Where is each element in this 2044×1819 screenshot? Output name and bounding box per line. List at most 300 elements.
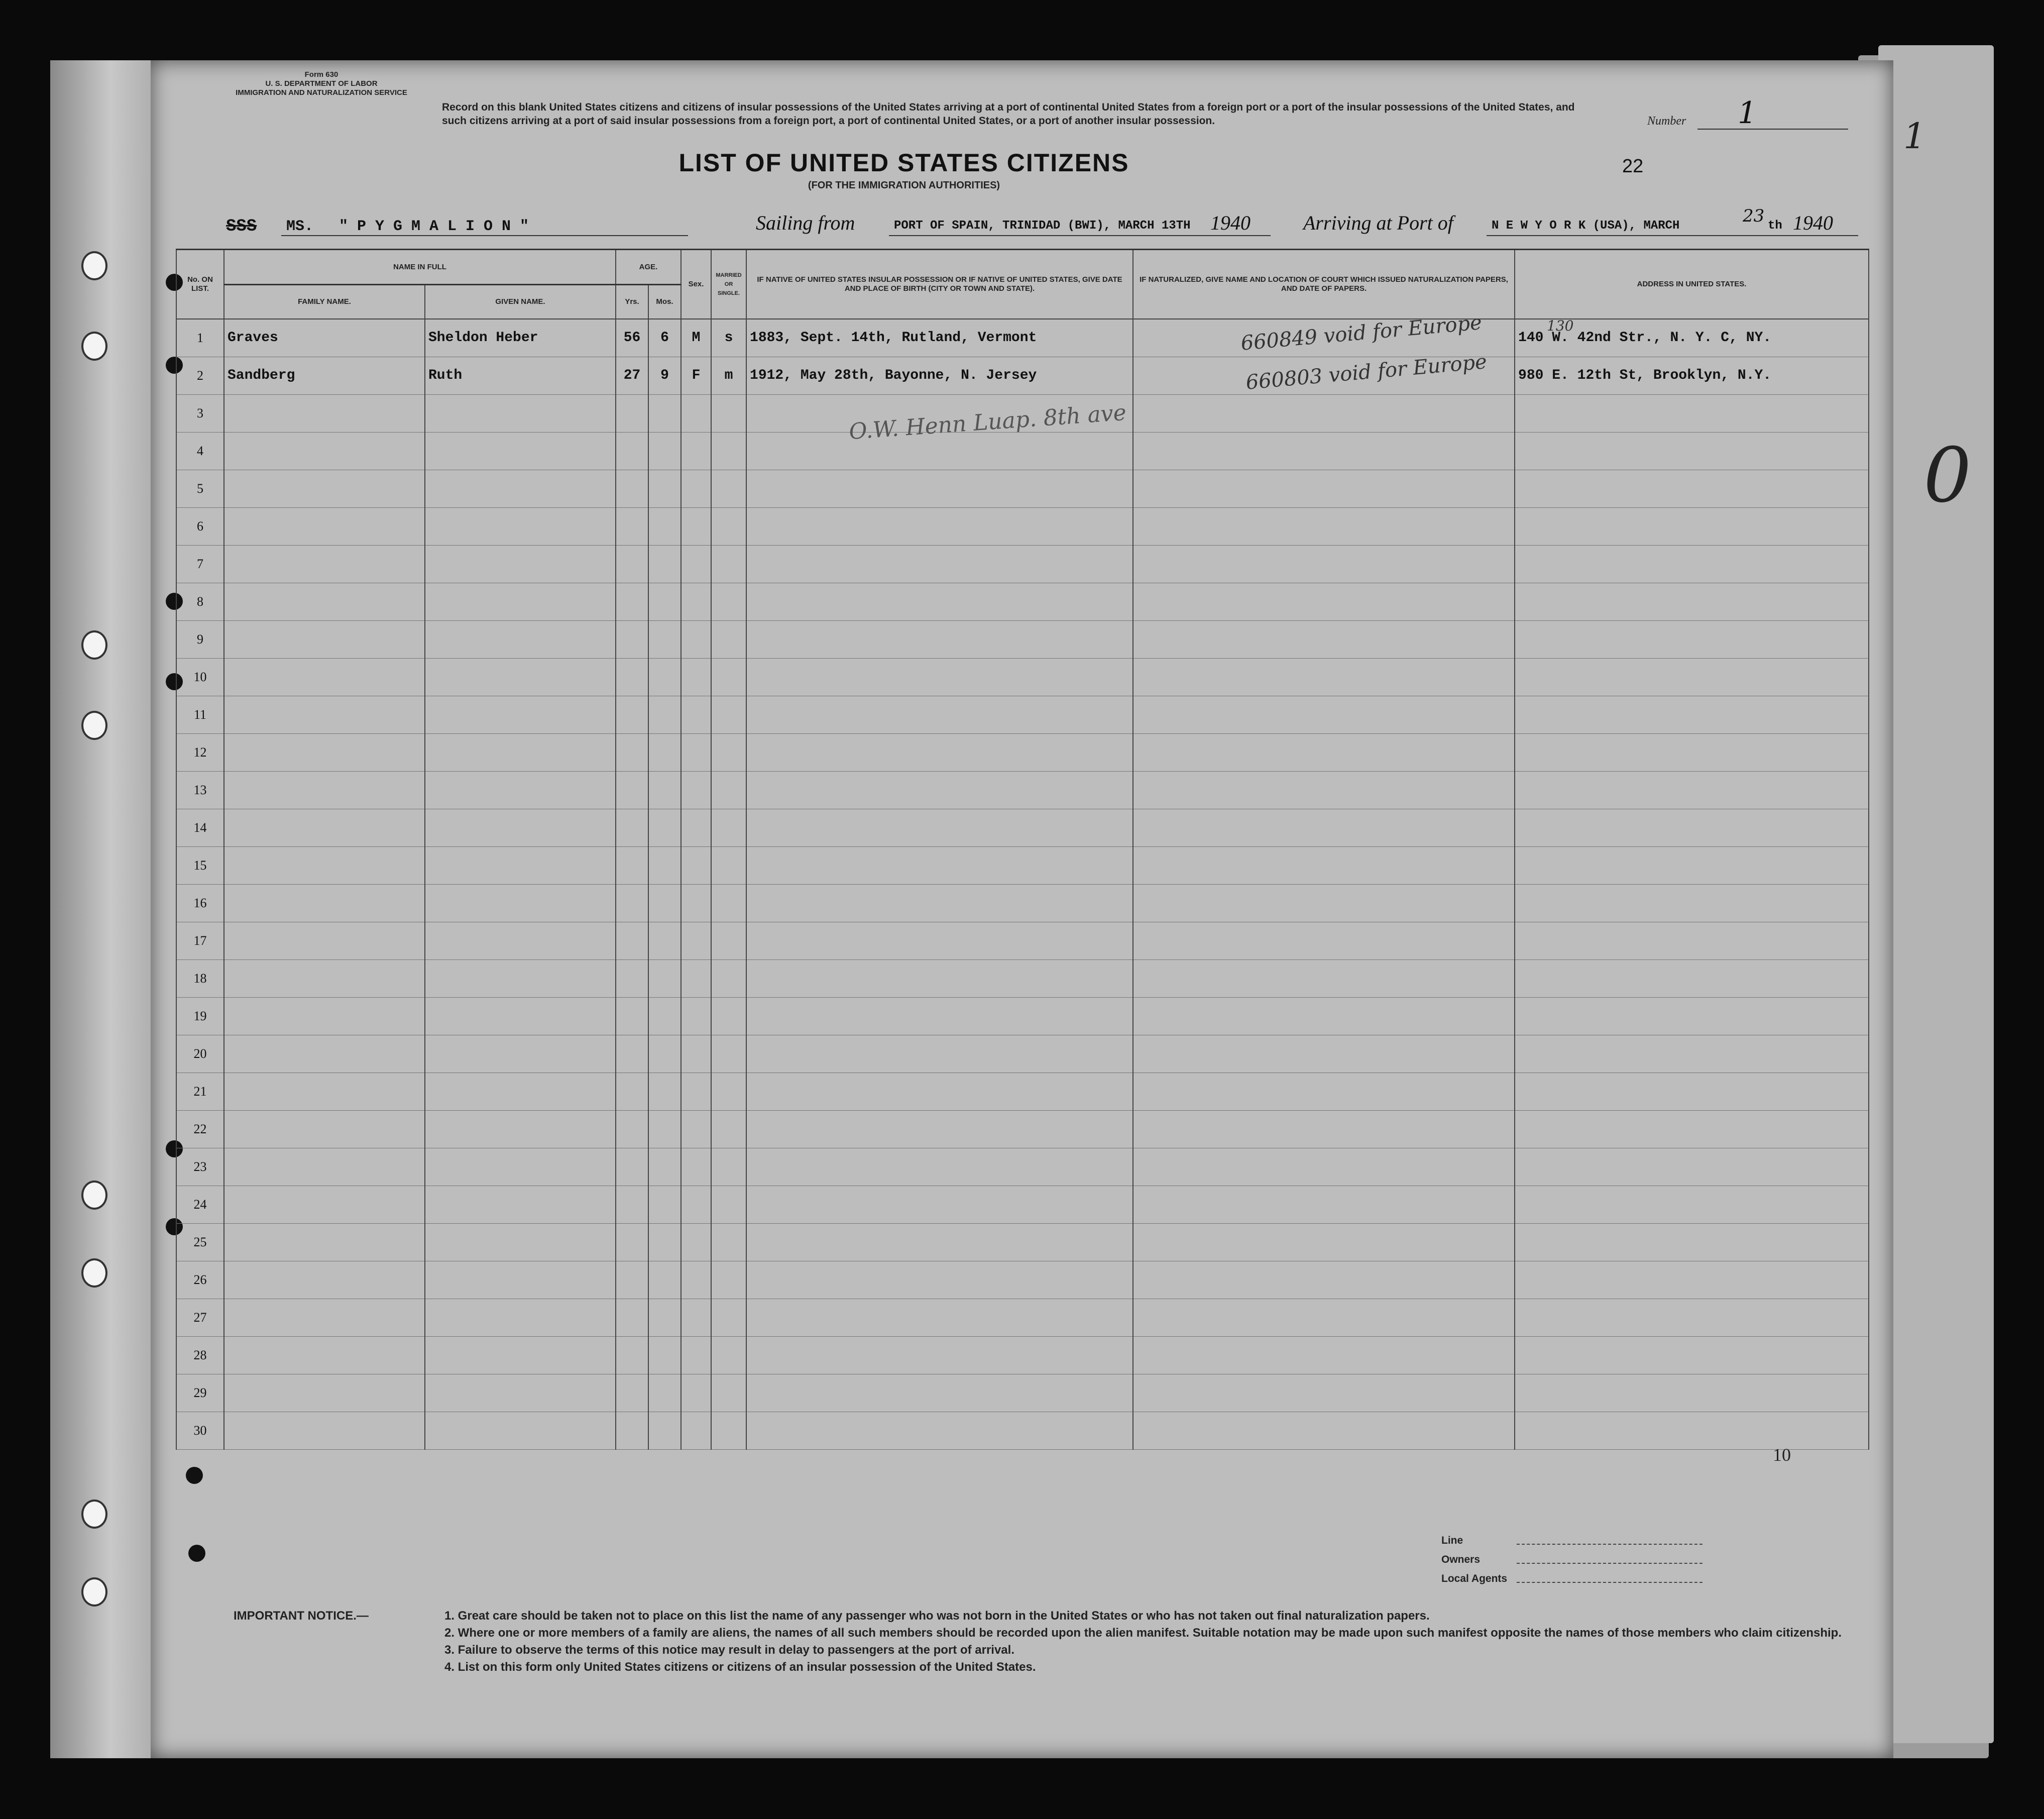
cell-ms [711, 1073, 746, 1110]
nat-note-2: 660803 void for Europe [1244, 350, 1488, 394]
cell-birth [746, 1148, 1133, 1186]
cell-nat [1133, 997, 1515, 1035]
cell-sex [681, 432, 711, 470]
cell-address [1515, 583, 1869, 620]
cell-family [224, 1261, 425, 1299]
cell-ms [711, 1223, 746, 1261]
struck-prefix: SSS [226, 217, 257, 236]
col-given: GIVEN NAME. [425, 285, 616, 319]
cell-family [224, 1412, 425, 1449]
cell-address [1515, 1223, 1869, 1261]
cell-sex [681, 1299, 711, 1336]
col-sex: Sex. [681, 250, 711, 319]
cell-address [1515, 1110, 1869, 1148]
binder-hole [81, 1577, 107, 1607]
nat-note-1: 660849 void for Europe [1239, 311, 1483, 355]
table-row [176, 620, 1869, 658]
cell-yrs [616, 1261, 648, 1299]
table-row [176, 658, 1869, 696]
cell-yrs [616, 394, 648, 432]
cell-no: 11 [176, 696, 224, 733]
cell-birth [746, 1073, 1133, 1110]
cell-nat [1133, 1374, 1515, 1412]
table-row [176, 1223, 1869, 1261]
cell-birth [746, 846, 1133, 884]
table-row [176, 1336, 1869, 1374]
cell-yrs [616, 432, 648, 470]
cell-nat [1133, 1186, 1515, 1223]
table-row [176, 733, 1869, 771]
cell-mos [648, 846, 681, 884]
cell-no: 26 [176, 1261, 224, 1299]
cell-no: 8 [176, 583, 224, 620]
cell-given [425, 997, 616, 1035]
table-row [176, 959, 1869, 997]
cell-birth [746, 1110, 1133, 1148]
cell-sex: F [681, 357, 711, 394]
cell-address [1515, 1299, 1869, 1336]
table-row [176, 319, 1869, 357]
col-naturalized: IF NATURALIZED, GIVE NAME AND LOCATION OF COURT WHICH ISSUED NATURALIZATION PAPERS, AND DATE OF PAPERS. [1133, 250, 1515, 319]
cell-sex [681, 1035, 711, 1073]
cell-family [224, 1186, 425, 1223]
cell-yrs [616, 733, 648, 771]
cell-address [1515, 922, 1869, 959]
cell-yrs [616, 620, 648, 658]
cell-yrs [616, 959, 648, 997]
cell-sex [681, 470, 711, 507]
cell-family [224, 997, 425, 1035]
agents-label: Local Agents [1441, 1573, 1508, 1584]
cell-family [224, 696, 425, 733]
cell-family [224, 1035, 425, 1073]
cell-address [1515, 1186, 1869, 1223]
cell-family [224, 394, 425, 432]
cell-address [1515, 507, 1869, 545]
cell-sex [681, 846, 711, 884]
cell-no: 12 [176, 733, 224, 771]
cell-given [425, 809, 616, 846]
cell-address [1515, 432, 1869, 470]
cell-mos [648, 696, 681, 733]
cell-mos [648, 733, 681, 771]
cell-yrs [616, 696, 648, 733]
cell-yrs [616, 884, 648, 922]
cell-no: 17 [176, 922, 224, 959]
table-row [176, 997, 1869, 1035]
cell-given [425, 696, 616, 733]
col-yrs: Yrs. [616, 285, 648, 319]
cell-yrs [616, 1148, 648, 1186]
cell-family [224, 1299, 425, 1336]
cell-family [224, 922, 425, 959]
cell-family [224, 1374, 425, 1412]
cell-birth [746, 470, 1133, 507]
cell-mos [648, 884, 681, 922]
cell-ms [711, 1186, 746, 1223]
cell-mos [648, 394, 681, 432]
cell-address [1515, 696, 1869, 733]
cell-given [425, 507, 616, 545]
cell-yrs [616, 846, 648, 884]
agents-blank [1517, 1582, 1702, 1583]
cell-nat [1133, 658, 1515, 696]
cell-no: 25 [176, 1223, 224, 1261]
col-family: FAMILY NAME. [224, 285, 425, 319]
cell-given [425, 658, 616, 696]
cell-sex [681, 1110, 711, 1148]
cell-yrs [616, 507, 648, 545]
sailing-from: PORT OF SPAIN, TRINIDAD (BWI), MARCH 13TH [894, 219, 1191, 233]
cell-mos [648, 583, 681, 620]
cell-family [224, 1073, 425, 1110]
row3-note: O.W. Henn Luap. 8th ave [848, 399, 1127, 445]
cell-sex [681, 959, 711, 997]
cell-mos [648, 1186, 681, 1223]
cell-mos [648, 959, 681, 997]
cell-nat [1133, 470, 1515, 507]
cell-no: 13 [176, 771, 224, 809]
cell-birth [746, 1374, 1133, 1412]
owners-label: Owners [1441, 1554, 1481, 1565]
col-mos: Mos. [648, 285, 681, 319]
cell-mos: 9 [648, 357, 681, 394]
cell-mos [648, 658, 681, 696]
cell-given [425, 432, 616, 470]
cell-birth [746, 809, 1133, 846]
table-row [176, 507, 1869, 545]
cell-address [1515, 1035, 1869, 1073]
cell-ms [711, 733, 746, 771]
cell-given [425, 1412, 616, 1449]
cell-no: 24 [176, 1186, 224, 1223]
page-subtitle: (FOR THE IMMIGRATION AUTHORITIES) [808, 180, 1000, 191]
cell-address [1515, 884, 1869, 922]
cell-birth [746, 545, 1133, 583]
line-label: Line [1441, 1535, 1463, 1546]
cell-sex [681, 1073, 711, 1110]
cell-nat [1133, 1261, 1515, 1299]
cell-birth: 1912, May 28th, Bayonne, N. Jersey [746, 357, 1133, 394]
cell-given [425, 394, 616, 432]
cell-mos [648, 771, 681, 809]
cell-address [1515, 997, 1869, 1035]
vessel-name: " P Y G M A L I O N " [339, 218, 529, 235]
cell-sex [681, 1412, 711, 1449]
table-row [176, 470, 1869, 507]
cell-mos [648, 1374, 681, 1412]
sheet-serial: 22 [1622, 156, 1644, 177]
cell-given [425, 1186, 616, 1223]
cell-birth [746, 1412, 1133, 1449]
cell-birth [746, 507, 1133, 545]
cell-yrs [616, 997, 648, 1035]
cell-family [224, 658, 425, 696]
cell-nat [1133, 809, 1515, 846]
cell-yrs [616, 771, 648, 809]
punch-hole [188, 1545, 205, 1562]
cell-nat [1133, 959, 1515, 997]
sailing-underline [889, 235, 1271, 236]
cell-nat [1133, 884, 1515, 922]
cell-ms [711, 884, 746, 922]
cell-mos [648, 620, 681, 658]
cell-sex [681, 658, 711, 696]
corner-count: 10 [1773, 1445, 1791, 1465]
cell-ms [711, 545, 746, 583]
cell-family: Graves [224, 319, 425, 357]
cell-mos [648, 922, 681, 959]
cell-no: 23 [176, 1148, 224, 1186]
cell-sex [681, 620, 711, 658]
cell-yrs [616, 1412, 648, 1449]
cell-given [425, 1336, 616, 1374]
cell-yrs [616, 470, 648, 507]
cell-family: Sandberg [224, 357, 425, 394]
cell-sex [681, 1336, 711, 1374]
cell-ms [711, 507, 746, 545]
cell-birth [746, 959, 1133, 997]
col-age: AGE. [616, 250, 681, 285]
cell-ms [711, 696, 746, 733]
cell-yrs [616, 545, 648, 583]
cell-given [425, 1073, 616, 1110]
cell-nat [1133, 1223, 1515, 1261]
cell-nat [1133, 696, 1515, 733]
cell-birth [746, 696, 1133, 733]
cell-nat [1133, 1110, 1515, 1148]
number-label: Number [1647, 115, 1686, 128]
cell-birth [746, 997, 1133, 1035]
cell-family [224, 733, 425, 771]
cell-sex [681, 997, 711, 1035]
cell-family [224, 771, 425, 809]
notice-list [444, 1608, 1891, 1676]
cell-birth [746, 922, 1133, 959]
cell-ms [711, 1374, 746, 1412]
cell-ms [711, 394, 746, 432]
cell-birth [746, 771, 1133, 809]
cell-yrs: 56 [616, 319, 648, 357]
page-title: LIST OF UNITED STATES CITIZENS [678, 149, 1129, 177]
cell-family [224, 809, 425, 846]
cell-no: 22 [176, 1110, 224, 1148]
cell-no: 3 [176, 394, 224, 432]
cell-family [224, 620, 425, 658]
number-value: 1 [1738, 95, 1757, 131]
cell-mos [648, 997, 681, 1035]
cell-no: 27 [176, 1299, 224, 1336]
notice-item: 4. List on this form only United States citizens or citizens of an insular possession of the United States. [444, 1660, 1036, 1674]
cell-ms [711, 997, 746, 1035]
cell-address: 140 W. 42nd Str., N. Y. C, NY. [1515, 319, 1869, 357]
cell-no: 29 [176, 1374, 224, 1412]
cell-sex [681, 1186, 711, 1223]
cell-mos [648, 1261, 681, 1299]
cell-family [224, 959, 425, 997]
cell-birth [746, 884, 1133, 922]
cell-address [1515, 809, 1869, 846]
cell-family [224, 1110, 425, 1148]
table-row [176, 545, 1869, 583]
cell-yrs [616, 1223, 648, 1261]
cell-birth [746, 658, 1133, 696]
cell-sex [681, 1148, 711, 1186]
cell-family [224, 846, 425, 884]
form-instructions: Record on this blank United States citizens and citizens of insular possessions of the United States arriving at a port of continental United States from a foreign port or a port of the insular possessions of the United States, and such citizens arriving at a port of said insular possessions from a foreign port, a port of continental United States, or a port of another insular possession. [442, 101, 1575, 127]
cell-sex [681, 771, 711, 809]
vessel-prefix: MS. [286, 218, 314, 235]
table-row [176, 1073, 1869, 1110]
cell-address [1515, 733, 1869, 771]
cell-address [1515, 394, 1869, 432]
cell-family [224, 470, 425, 507]
cell-address [1515, 1148, 1869, 1186]
table-row [176, 432, 1869, 470]
col-address: ADDRESS IN UNITED STATES. [1515, 250, 1869, 319]
cell-ms [711, 809, 746, 846]
cell-ms [711, 1035, 746, 1073]
cell-ms [711, 846, 746, 884]
cell-sex [681, 809, 711, 846]
cell-address [1515, 1073, 1869, 1110]
cell-birth [746, 1186, 1133, 1223]
cell-address [1515, 1261, 1869, 1299]
cell-given [425, 1110, 616, 1148]
cell-mos [648, 545, 681, 583]
cell-family [224, 583, 425, 620]
cell-given [425, 1223, 616, 1261]
line-blank [1517, 1544, 1702, 1545]
table-row [176, 1299, 1869, 1336]
cell-mos [648, 1412, 681, 1449]
cell-birth [746, 1336, 1133, 1374]
col-birth: IF NATIVE OF UNITED STATES INSULAR POSSESSION OR IF NATIVE OF UNITED STATES, GIVE DATE AND PLACE OF BIRTH (CITY OR TOWN AND STATE). [746, 250, 1133, 319]
margin-zero: 0 [1923, 432, 1972, 519]
cell-mos [648, 1299, 681, 1336]
voyage-line [216, 206, 1858, 241]
table-row [176, 1261, 1869, 1299]
stacked-pages-edge [1878, 45, 1994, 1743]
arriving-label: Arriving at Port of [1303, 211, 1453, 234]
table-row [176, 1374, 1869, 1412]
cell-no: 19 [176, 997, 224, 1035]
cell-yrs [616, 1186, 648, 1223]
cell-nat [1133, 771, 1515, 809]
cell-sex [681, 507, 711, 545]
table-row [176, 922, 1869, 959]
cell-given [425, 846, 616, 884]
cell-given: Ruth [425, 357, 616, 394]
cell-address: 980 E. 12th St, Brooklyn, N.Y. [1515, 357, 1869, 394]
table-row [176, 1110, 1869, 1148]
cell-mos [648, 507, 681, 545]
cell-given [425, 1299, 616, 1336]
cell-family [224, 884, 425, 922]
cell-nat [1133, 583, 1515, 620]
cell-mos [648, 1073, 681, 1110]
cell-ms: s [711, 319, 746, 357]
form-identifier: Form 630 U. S. DEPARTMENT OF LABOR IMMIGRATION AND NATURALIZATION SERVICE [236, 70, 407, 97]
cell-nat [1133, 1336, 1515, 1374]
binder-hole [81, 1258, 107, 1288]
cell-given [425, 620, 616, 658]
cell-mos [648, 809, 681, 846]
cell-nat [1133, 1299, 1515, 1336]
cell-given: Sheldon Heber [425, 319, 616, 357]
cell-birth [746, 1035, 1133, 1073]
cell-birth: 1883, Sept. 14th, Rutland, Vermont [746, 319, 1133, 357]
cell-mos [648, 432, 681, 470]
cell-ms [711, 1299, 746, 1336]
cell-birth [746, 1223, 1133, 1261]
arrival-suffix: th [1768, 219, 1782, 233]
binder-hole [81, 251, 107, 280]
cell-given [425, 959, 616, 997]
notice-item: 2. Where one or more members of a family are aliens, the names of all such members should be recorded upon the alien manifest. Suitable notation may be made upon such manifest opposite the names of those members who claim citizenship. [444, 1626, 1842, 1640]
cell-no: 28 [176, 1336, 224, 1374]
binder-hole [81, 332, 107, 361]
cell-ms [711, 1148, 746, 1186]
cell-sex [681, 884, 711, 922]
col-married: MARRIED OR SINGLE. [711, 250, 746, 319]
vessel-underline [281, 235, 688, 236]
cell-address [1515, 658, 1869, 696]
cell-no: 16 [176, 884, 224, 922]
cell-yrs [616, 583, 648, 620]
cell-sex [681, 1374, 711, 1412]
cell-nat [1133, 620, 1515, 658]
cell-sex [681, 1261, 711, 1299]
cell-family [224, 432, 425, 470]
cell-mos [648, 1035, 681, 1073]
table-row [176, 357, 1869, 394]
cell-nat [1133, 1035, 1515, 1073]
cell-nat [1133, 922, 1515, 959]
cell-ms [711, 620, 746, 658]
cell-no: 30 [176, 1412, 224, 1449]
footer-fields [1441, 1535, 1507, 1592]
cell-address [1515, 1374, 1869, 1412]
binder-hole [81, 630, 107, 660]
cell-no: 15 [176, 846, 224, 884]
binder-hole [81, 1181, 107, 1210]
cell-yrs [616, 1110, 648, 1148]
cell-ms [711, 432, 746, 470]
cell-no: 18 [176, 959, 224, 997]
cell-ms [711, 922, 746, 959]
cell-yrs [616, 809, 648, 846]
cell-ms: m [711, 357, 746, 394]
cell-address [1515, 771, 1869, 809]
cell-birth [746, 1261, 1133, 1299]
cell-given [425, 733, 616, 771]
cell-given [425, 771, 616, 809]
notice-heading: IMPORTANT NOTICE.— [234, 1609, 369, 1623]
cell-nat [1133, 1073, 1515, 1110]
cell-sex [681, 545, 711, 583]
cell-birth [746, 733, 1133, 771]
cell-yrs [616, 1073, 648, 1110]
table-row [176, 696, 1869, 733]
owners-blank [1517, 1563, 1702, 1564]
cell-yrs [616, 658, 648, 696]
cell-nat [1133, 545, 1515, 583]
cell-nat [1133, 846, 1515, 884]
cell-yrs [616, 1336, 648, 1374]
cell-given [425, 1148, 616, 1186]
cell-ms [711, 1412, 746, 1449]
